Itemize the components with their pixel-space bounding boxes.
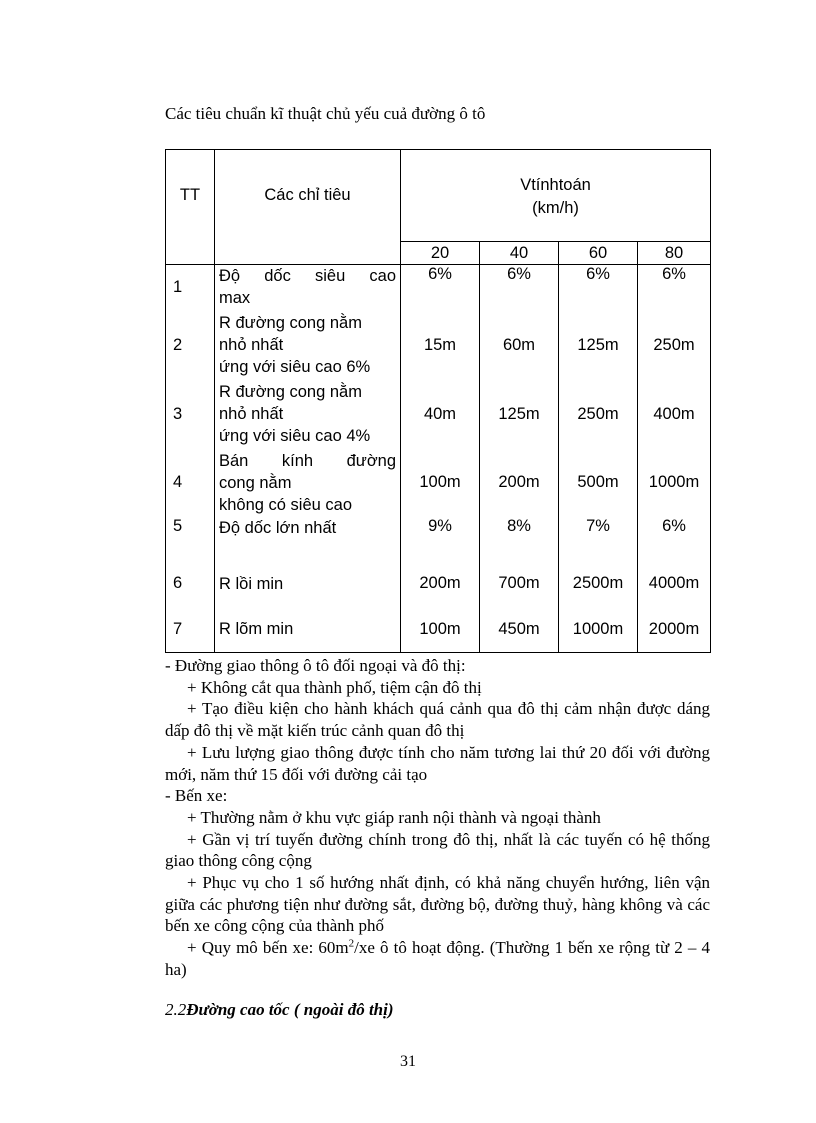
criteria-line: Độ dốc siêu cao [219,267,396,285]
row-tt: 1 [166,265,215,311]
value-cell: 4000m [638,561,711,607]
value-cell: 250m [638,311,711,380]
value-cell: 2000m [638,607,711,653]
page-number: 31 [400,1053,416,1070]
row-criteria [215,517,401,561]
paragraph: - Bến xe: [165,786,228,806]
row-criteria [215,607,401,653]
speed-subheader-row [166,242,711,265]
header-speed-line1: Vtínhtoán [520,176,591,194]
row-criteria [215,380,401,449]
value-cell: 8% [480,517,559,561]
criteria-line: ứng với siêu cao 6% [219,358,371,376]
row-criteria [215,265,401,311]
value-cell: 6% [638,517,711,561]
value-cell: 100m [401,607,480,653]
criteria-line: R lồi min [219,574,284,593]
heading-number: 2.2 [165,1000,187,1019]
paragraph: + Tạo điều kiện cho hành khách quá cảnh qua đô thị cảm nhận được dáng dấp đô thị về mặt kiến trúc cảnh quan đô thị [165,699,710,741]
value-cell: 40m [401,380,480,449]
row-criteria [215,561,401,607]
header-tt: TT [166,150,215,242]
speed-40: 40 [480,242,559,265]
criteria-line: không có siêu cao [219,495,353,514]
value-cell: 500m [559,449,638,517]
table-row [166,607,711,653]
table-row [166,561,711,607]
value-cell: 250m [559,380,638,449]
row-criteria [215,311,401,380]
paragraph: + Gần vị trí tuyến đường chính trong đô thị, nhất là các tuyến có hệ thống giao thông công cộng [165,829,710,871]
paragraph: - Đường giao thông ô tô đối ngoại và đô thị: [165,656,466,675]
criteria-line: nhỏ nhất [219,336,284,354]
value-cell: 200m [401,561,480,607]
table-header-row [166,150,711,242]
paragraph-part: + Quy mô bến xe: 60m [187,938,349,958]
speed-80: 80 [638,242,711,265]
row-tt: 6 [166,561,215,607]
paragraph: + Lưu lượng giao thông được tính cho năm tương lai thứ 20 đối với đường mới, năm thứ 15 đối với đường cải tạo [165,742,710,784]
paragraph: + Thường nằm ở khu vực giáp ranh nội thành và ngoại thành [187,807,601,827]
heading-text: Đường cao tốc ( ngoài đô thị) [186,1000,394,1019]
value-cell: 1000m [559,607,638,653]
header-speed-line2: (km/h) [532,199,579,217]
value-cell: 200m [480,449,559,517]
value-cell: 6% [401,265,480,311]
value-cell: 400m [638,380,711,449]
technical-standards-table [165,149,711,653]
table-row [166,517,711,561]
value-cell: 100m [401,449,480,517]
row-criteria [215,449,401,517]
criteria-line: max [219,289,251,307]
value-cell: 6% [559,265,638,311]
criteria-line: nhỏ nhất [219,405,284,423]
row-tt: 5 [166,517,215,561]
criteria-line: ứng với siêu cao 4% [219,427,371,445]
value-cell: 1000m [638,449,711,517]
table-row [166,311,711,380]
criteria-line: cong nằm [219,473,292,492]
criteria-line: Bán kính đường [219,451,396,470]
criteria-line: R đường cong nằm [219,383,362,401]
speed-20: 20 [401,242,480,265]
row-tt: 7 [166,607,215,653]
section-heading [165,1000,394,1020]
row-tt: 3 [166,380,215,449]
header-criteria: Các chỉ tiêu [215,150,401,242]
value-cell: 15m [401,311,480,380]
table-row [166,380,711,449]
header-speed [401,150,711,242]
value-cell: 450m [480,607,559,653]
value-cell: 2500m [559,561,638,607]
criteria-line: R đường cong nằm [219,314,362,332]
value-cell: 7% [559,517,638,561]
body-text [165,655,710,981]
paragraph: + Phục vụ cho 1 số hướng nhất định, có khả năng chuyển hướng, liên vận giữa các phương tiện như đường sắt, đường bộ, đường thuỷ, hàng không và các bến xe công cộng của thành phố [165,873,710,936]
table-caption: Các tiêu chuẩn kĩ thuật chủ yếu cuả đường ô tô [165,104,486,123]
value-cell: 6% [638,265,711,311]
value-cell: 700m [480,561,559,607]
value-cell: 125m [559,311,638,380]
row-tt: 2 [166,311,215,380]
criteria-line: R lõm min [219,620,294,639]
value-cell: 125m [480,380,559,449]
table-row [166,449,711,517]
value-cell: 9% [401,517,480,561]
speed-60: 60 [559,242,638,265]
table-row [166,265,711,311]
row-tt: 4 [166,449,215,517]
value-cell: 60m [480,311,559,380]
paragraph: + Không cắt qua thành phố, tiệm cận đô thị [187,677,482,697]
criteria-line: Độ dốc lớn nhất [219,518,337,537]
value-cell: 6% [480,265,559,311]
paragraph [165,937,710,980]
paragraph-part: /xe ô tô hoạt động. (Thường 1 bến xe rộng từ 2 – 4 ha) [165,938,711,979]
superscript: 2 [348,937,355,950]
